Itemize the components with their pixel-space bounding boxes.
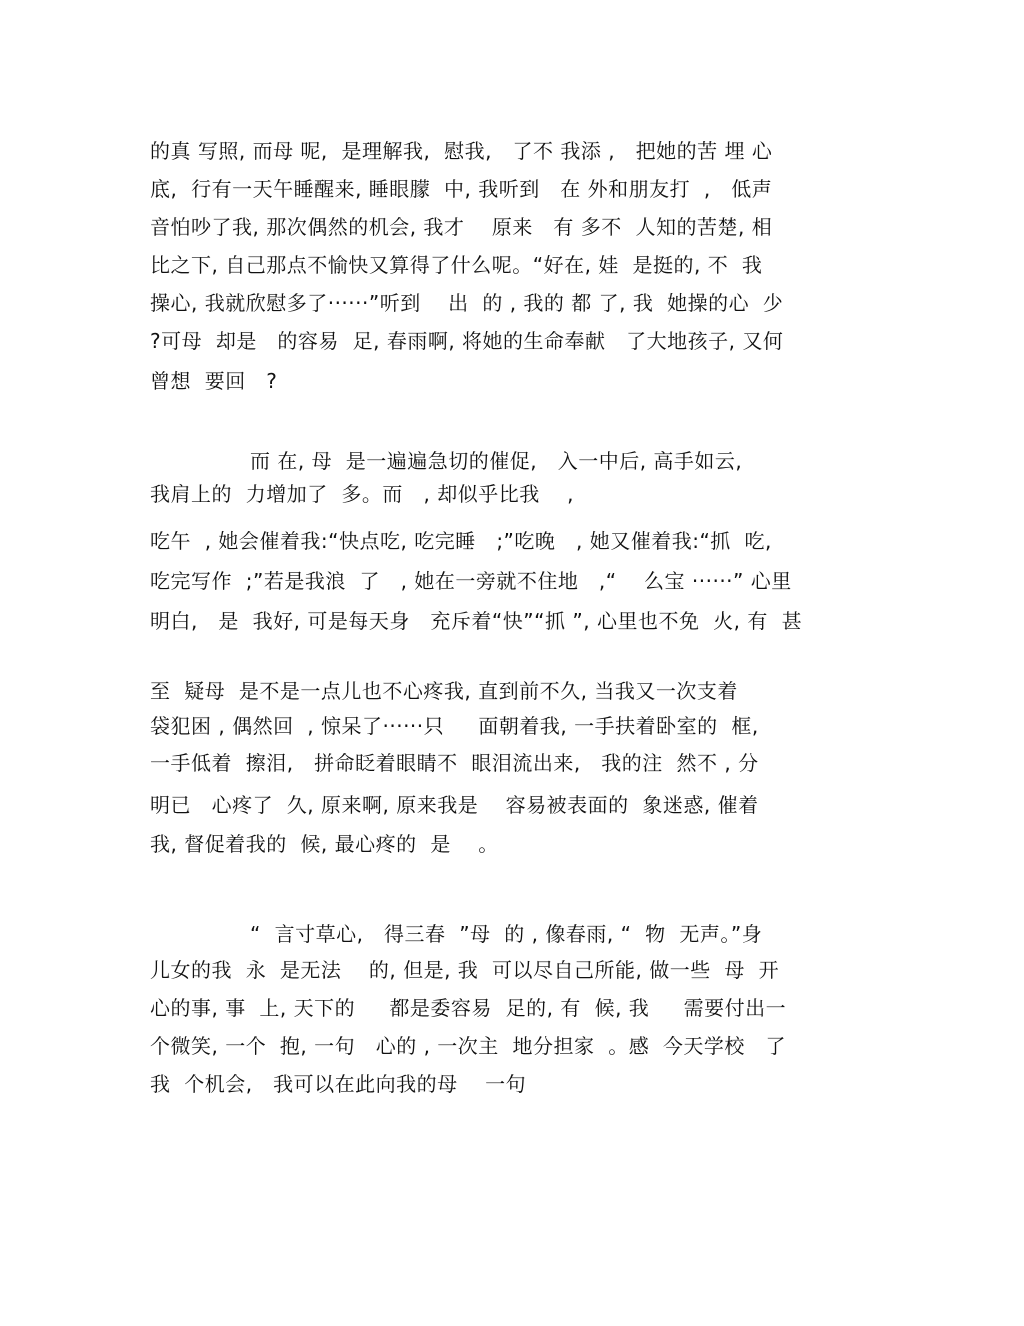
text-line: 音怕吵了我, 那次偶然的机会, 我才 原来 有 多不 人知的苦楚, 相 [150, 215, 773, 239]
text-line: 的真 写照, 而母 呢, 是理解我, 慰我, 了不 我添 , 把她的苦 埋 心 [150, 139, 773, 163]
text-line: 我, 督促着我的 候, 最心疼的 是 。 [150, 832, 499, 856]
text-line: 比之下, 自己那点不愉快又算得了什么呢。“好在, 娃 是挺的, 不 我 [150, 253, 763, 277]
text-line: 至 疑母 是不是一点儿也不心疼我, 直到前不久, 当我又一次支着 [150, 679, 738, 703]
text-line: 我 个机会, 我可以在此向我的母 一句 [150, 1072, 527, 1096]
text-line: 曾想 要回 ? [150, 369, 278, 393]
text-line: 袋犯困 , 偶然回 , 惊呆了······只 面朝着我, 一手扶着卧室的 框, [150, 714, 759, 738]
text-line: 我肩上的 力增加了 多。而 , 却似乎比我 , [150, 482, 575, 506]
text-line: “ 言寸草心, 得三春 ”母 的 , 像春雨, “ 物 无声。”身 [250, 922, 763, 946]
text-line: 个微笑, 一个 抱, 一句 心的 , 一次主 地分担家 。感 今天学校 了 [150, 1034, 787, 1058]
text-line: 底, 行有一天午睡醒来, 睡眼朦 中, 我听到 在 外和朋友打 , 低声 [150, 177, 773, 201]
text-line: 儿女的我 永 是无法 的, 但是, 我 可以尽自己所能, 做一些 母 开 [150, 958, 780, 982]
text-line: 心的事, 事 上, 天下的 都是委容易 足的, 有 候, 我 需要付出一 [150, 996, 787, 1020]
text-line: 操心, 我就欣慰多了······”听到 出 的 , 我的 都 了, 我 她操的心 少 [150, 291, 784, 315]
text-line: ?可母 却是 的容易 足, 春雨啊, 将她的生命奉献 了大地孩子, 又何 [150, 329, 784, 353]
text-line: 吃完写作 ;”若是我浪 了 , 她在一旁就不住地 ,“ 么宝 ······” 心里 [150, 569, 792, 593]
text-line: 明已 心疼了 久, 原来啊, 原来我是 容易被表面的 象迷惑, 催着 [150, 793, 759, 817]
text-line: 吃午 , 她会催着我:“快点吃, 吃完睡 ;”吃晚 , 她又催着我:“抓 吃, [150, 529, 772, 553]
text-line: 明白, 是 我好, 可是每天身 充斥着“快”“抓 ”, 心里也不免 火, 有 甚 [150, 609, 803, 633]
text-line: 一手低着 擦泪, 拼命眨着眼睛不 眼泪流出来, 我的注 然不 , 分 [150, 751, 759, 775]
text-line: 而 在, 母 是一遍遍急切的催促, 入一中后, 高手如云, [250, 449, 743, 473]
